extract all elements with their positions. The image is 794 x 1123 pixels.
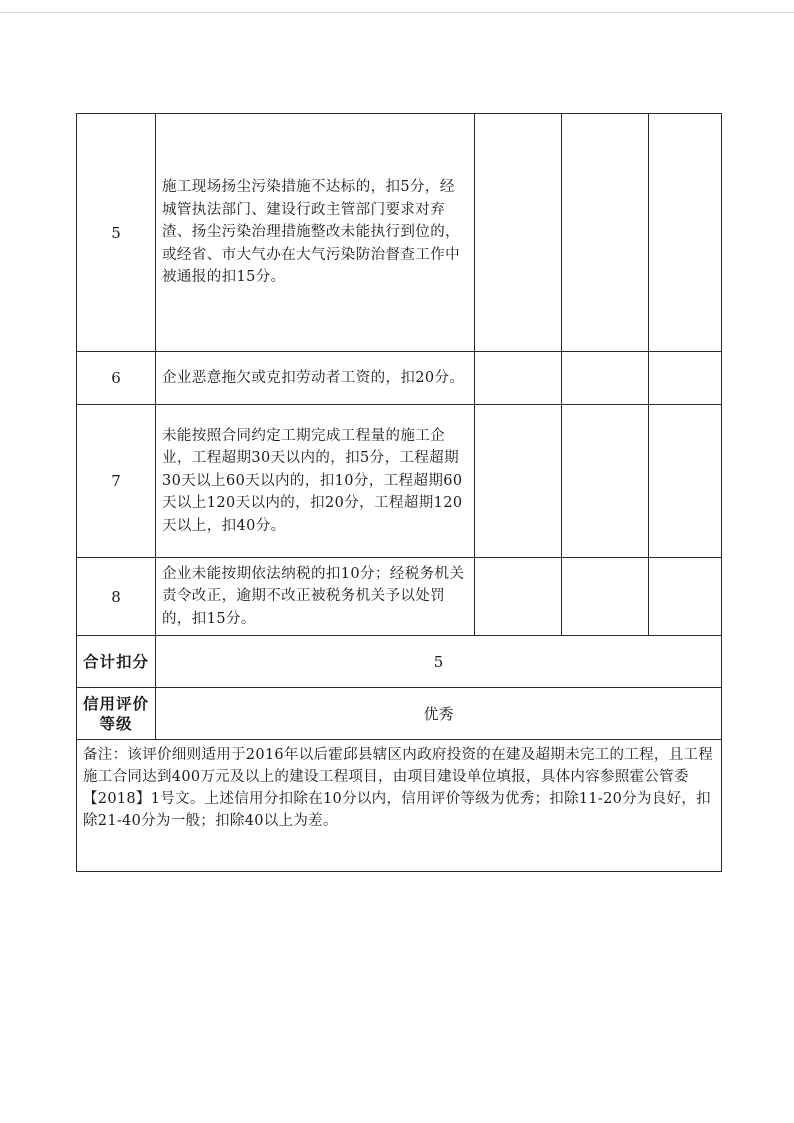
note-row	[77, 740, 722, 872]
table-row	[77, 405, 722, 558]
score-cell[interactable]	[649, 352, 722, 405]
credit-grade-value: 优秀	[156, 688, 722, 740]
total-deduction-value: 5	[156, 636, 722, 688]
grade-row	[77, 688, 722, 740]
score-cell[interactable]	[649, 405, 722, 558]
score-cell[interactable]	[475, 405, 562, 558]
item-description: 施工现场扬尘污染措施不达标的，扣5分，经城管执法部门、建设行政主管部门要求对弃渣、扬尘污染治理措施整改未能执行到位的，或经省、市大气办在大气污染防治督查工作中被通报的扣15分。	[156, 114, 475, 352]
score-cell[interactable]	[475, 352, 562, 405]
item-description: 企业恶意拖欠或克扣劳动者工资的，扣20分。	[156, 352, 475, 405]
score-cell[interactable]	[562, 405, 649, 558]
score-cell[interactable]	[649, 558, 722, 636]
credit-grade-label: 信用评价等级	[77, 688, 156, 740]
page-top-edge	[0, 12, 794, 13]
item-number: 5	[77, 114, 156, 352]
score-cell[interactable]	[475, 558, 562, 636]
table-row	[77, 114, 722, 352]
score-cell[interactable]	[475, 114, 562, 352]
total-deduction-label: 合计扣分	[77, 636, 156, 688]
score-cell[interactable]	[649, 114, 722, 352]
table-row	[77, 558, 722, 636]
item-description: 企业未能按期依法纳税的扣10分；经税务机关责令改正，逾期不改正被税务机关予以处罚的，扣15分。	[156, 558, 475, 636]
item-number: 8	[77, 558, 156, 636]
score-cell[interactable]	[562, 114, 649, 352]
remarks-note: 备注：该评价细则适用于2016年以后霍邱县辖区内政府投资的在建及超期未完工的工程，且工程施工合同达到400万元及以上的建设工程项目，由项目建设单位填报，具体内容参照霍公管委【2018】1号文。上述信用分扣除在10分以内，信用评价等级为优秀；扣除11-20分为良好，扣除21-40分为一般；扣除40以上为差。	[77, 740, 722, 872]
total-row	[77, 636, 722, 688]
table-row	[77, 352, 722, 405]
credit-evaluation-table	[76, 113, 722, 872]
score-cell[interactable]	[562, 352, 649, 405]
score-cell[interactable]	[562, 558, 649, 636]
item-number: 6	[77, 352, 156, 405]
item-number: 7	[77, 405, 156, 558]
item-description: 未能按照合同约定工期完成工程量的施工企业，工程超期30天以内的，扣5分，工程超期30天以上60天以内的，扣10分，工程超期60天以上120天以内的，扣20分，工程超期120天以上，扣40分。	[156, 405, 475, 558]
